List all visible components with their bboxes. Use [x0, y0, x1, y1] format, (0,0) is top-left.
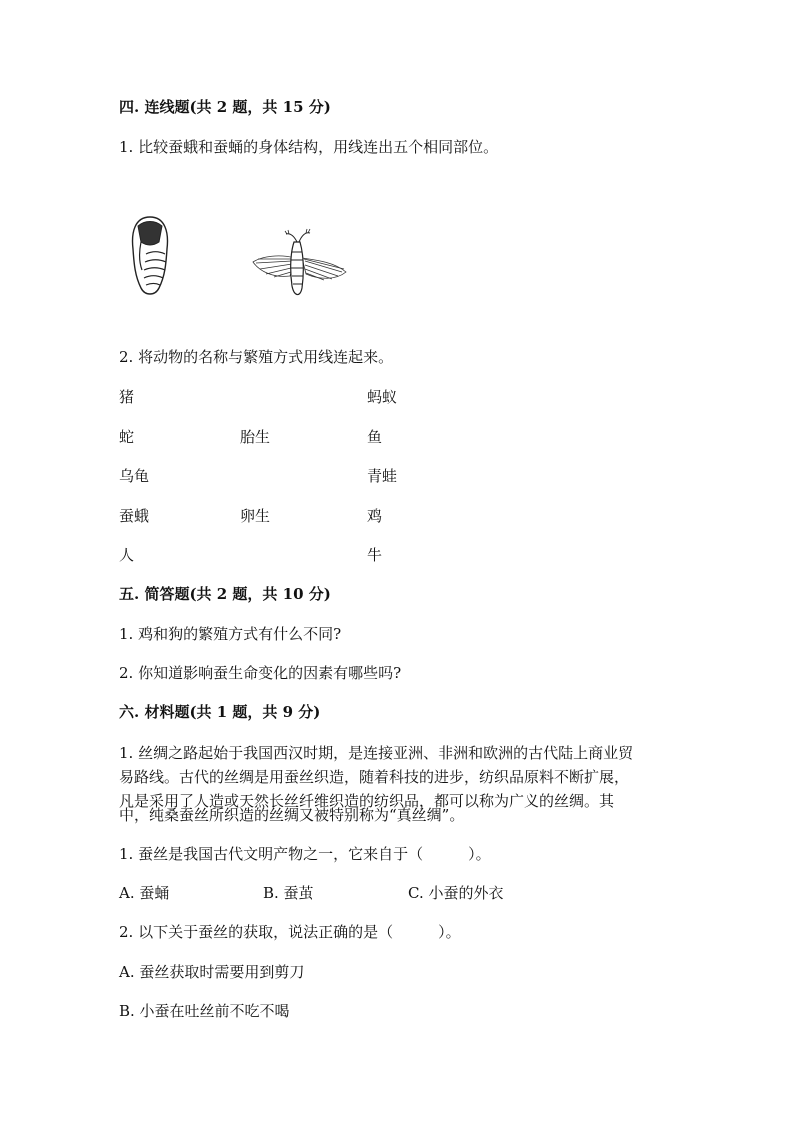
silkworm-pupa-figure — [125, 214, 175, 299]
right-animal-item: 青蛙 — [367, 467, 398, 485]
section-4-heading: 四. 连线题(共 2 题，共 15 分) — [119, 98, 331, 116]
reproduction-method-item: 卵生 — [240, 507, 271, 525]
section-5-heading: 五. 简答题(共 2 题，共 10 分) — [119, 585, 331, 603]
option-a: A. 蚕蛹 — [119, 884, 170, 902]
material-text-line: 易路线。古代的丝绸是用蚕丝织造，随着科技的进步，纺织品原料不断扩展， — [119, 768, 630, 786]
question-6-2: 2. 以下关于蚕丝的获取，说法正确的是（ ）。 — [119, 923, 461, 941]
left-animal-item: 乌龟 — [119, 467, 150, 485]
right-animal-item: 蚂蚁 — [367, 388, 398, 406]
section-6-heading: 六. 材料题(共 1 题，共 9 分) — [119, 703, 321, 721]
right-animal-item: 牛 — [367, 546, 383, 564]
question-4-1: 1. 比较蚕蛾和蚕蛹的身体结构，用线连出五个相同部位。 — [119, 138, 499, 156]
material-text-line: 1. 丝绸之路起始于我国西汉时期，是连接亚洲、非洲和欧洲的古代陆上商业贸 — [119, 744, 634, 762]
question-6-1: 1. 蚕丝是我国古代文明产物之一，它来自于（ ）。 — [119, 845, 491, 863]
reproduction-method-item: 胎生 — [240, 428, 271, 446]
left-animal-item: 人 — [119, 546, 135, 564]
right-animal-item: 鸡 — [367, 507, 383, 525]
material-text-line: 中，纯桑蚕丝所织造的丝绸又被特别称为“真丝绸”。 — [119, 806, 465, 824]
option-b: B. 蚕茧 — [263, 884, 314, 902]
option-c: C. 小蚕的外衣 — [408, 884, 504, 902]
question-4-2: 2. 将动物的名称与繁殖方式用线连起来。 — [119, 348, 394, 366]
left-animal-item: 蛇 — [119, 428, 135, 446]
material-text-line: 凡是采用了人造或天然长丝纤维织造的纺织品，都可以称为广义的丝绸。其 — [119, 792, 615, 810]
right-animal-item: 鱼 — [367, 428, 383, 446]
option-b: B. 小蚕在吐丝前不吃不喝 — [119, 1002, 290, 1020]
question-5-1: 1. 鸡和狗的繁殖方式有什么不同? — [119, 625, 342, 643]
silkworm-moth-figure — [250, 228, 350, 300]
question-5-2: 2. 你知道影响蚕生命变化的因素有哪些吗? — [119, 664, 402, 682]
option-a: A. 蚕丝获取时需要用到剪刀 — [119, 963, 305, 981]
left-animal-item: 猪 — [119, 388, 135, 406]
left-animal-item: 蚕蛾 — [119, 507, 150, 525]
